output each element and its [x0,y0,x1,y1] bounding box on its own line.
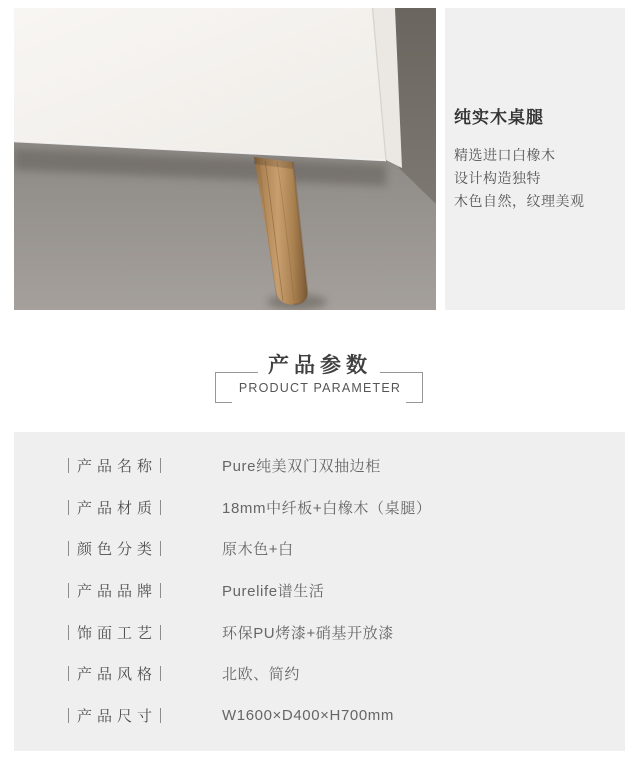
label-bar [68,541,69,556]
cabinet-leg-illustration [14,8,436,310]
parameter-section-header [0,353,640,405]
spec-label-text: 饰面工艺 [77,624,158,642]
bracket-stub [406,402,422,403]
spec-row [68,695,625,737]
label-bar [68,583,69,598]
caption-title: 纯实木桌腿 [454,108,544,127]
spec-row [68,445,625,487]
spec-value: 18mm中纤板+白橡木（桌腿） [222,499,432,517]
spec-label [68,497,183,518]
spec-row [68,611,625,653]
spec-label-text: 颜色分类 [77,541,158,559]
caption-line: 木色自然，纹理美观 [454,193,585,209]
spec-label [68,622,183,643]
label-bar [68,458,69,473]
label-bar [160,666,161,681]
spec-label [68,705,183,726]
spec-row [68,487,625,529]
spec-label [68,663,183,684]
spec-label-text: 产品材质 [77,499,158,517]
label-bar [68,500,69,515]
spec-label [68,455,183,476]
caption-line: 精选进口白橡木 [454,147,556,163]
section-title: 产品参数 [268,354,372,377]
header-bracket-left [215,372,258,403]
spec-table [14,432,625,751]
spec-label [68,580,183,601]
label-bar [160,541,161,556]
spec-row [68,653,625,695]
spec-value: 原木色+白 [222,541,294,559]
spec-value: Pure纯美双门双抽边柜 [222,458,381,476]
spec-value: Purelife谱生活 [222,583,325,601]
label-bar [68,666,69,681]
caption-line: 设计构造独特 [454,170,541,186]
cabinet-front [14,8,386,160]
label-bar [68,625,69,640]
spec-row [68,528,625,570]
spec-label-text: 产品风格 [77,666,158,684]
label-bar [68,708,69,723]
spec-value: 环保PU烤漆+硝基开放漆 [222,624,394,642]
spec-label-text: 产品品牌 [77,583,158,601]
spec-value: W1600×D400×H700mm [222,706,394,724]
spec-value: 北欧、简约 [222,666,301,684]
label-bar [160,500,161,515]
label-bar [160,458,161,473]
spec-label-text: 产品尺寸 [77,707,158,725]
photo-caption-panel [445,8,625,310]
spec-row [68,570,625,612]
bracket-stub [216,402,232,403]
header-bracket-right [380,372,423,403]
spec-label [68,538,183,559]
section-subtitle: PRODUCT PARAMETER [238,381,402,395]
spec-label-text: 产品名称 [77,458,158,476]
label-bar [160,708,161,723]
product-photo [14,8,436,310]
label-bar [160,625,161,640]
label-bar [160,583,161,598]
